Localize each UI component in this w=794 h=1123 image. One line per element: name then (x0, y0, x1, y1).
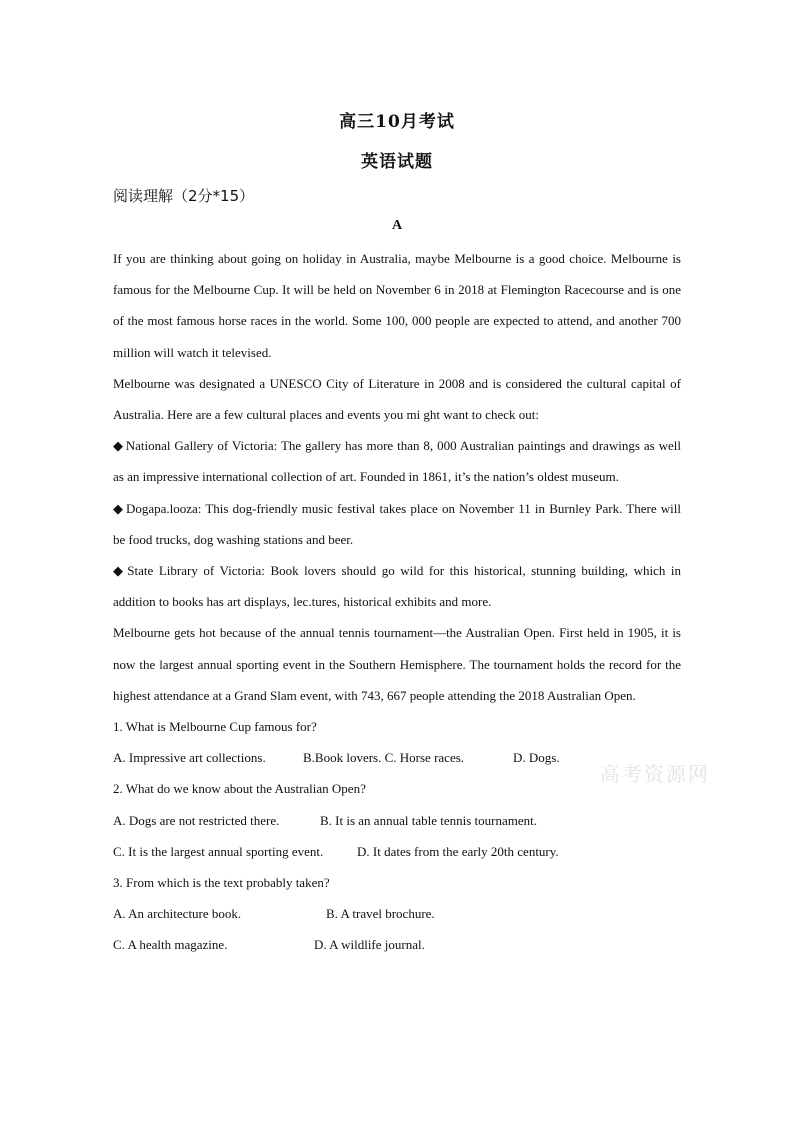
option-d[interactable]: D. A wildlife journal. (314, 937, 425, 953)
question-stem: 2. What do we know about the Australian Open? (113, 781, 366, 797)
option-c[interactable]: C. It is the largest annual sporting event. (113, 843, 324, 859)
watermark: 高考资源网 (600, 762, 710, 786)
diamond-bullet-icon: ◆ (113, 500, 124, 516)
diamond-bullet-icon: ◆ (113, 438, 124, 454)
option-c[interactable]: C. A health magazine. (113, 937, 228, 953)
option-row (113, 805, 681, 836)
option-row (113, 898, 681, 929)
page-title: 高三10月考试 (339, 112, 455, 132)
diamond-bullet-icon: ◆ (113, 563, 126, 579)
bullet-item-festival (113, 493, 681, 555)
bullet-item-gallery (113, 430, 681, 492)
paragraph-1: If you are thinking about going on holiday in Australia, maybe Melbourne is a good choice. Melbourne is famous for the Melbourne Cup. It will be held on November 6 in 2018 at Flemington Racecourse and is one of the most famous horse races in the world. Some 100, 000 people are expected to attend, and another 700 million will watch it televised. (113, 251, 681, 360)
option-b[interactable]: B. It is an annual table tennis tournament. (320, 812, 537, 828)
option-row (113, 929, 681, 960)
option-b[interactable]: B. A travel brochure. (326, 906, 435, 922)
page-subtitle: 英语试题 (361, 152, 433, 172)
option-d[interactable]: D. Dogs. (513, 750, 560, 766)
option-a[interactable]: A. An architecture book. (113, 906, 242, 922)
question-stem: 1. What is Melbourne Cup famous for? (113, 719, 317, 735)
option-b-c[interactable]: B.Book lovers. C. Horse races. (303, 750, 465, 766)
option-row (113, 836, 681, 867)
question-stem: 3. From which is the text probably taken? (113, 875, 330, 891)
question-1 (113, 711, 681, 773)
bullet-text: State Library of Victoria: Book lovers should go wild for this historical, stunning building, which in addition to books has art displays, lec.tures, historical exhibits and more. (113, 563, 681, 610)
passage-body (113, 243, 681, 961)
passage-label: A (391, 218, 403, 233)
question-3 (113, 867, 681, 961)
bullet-item-library (113, 555, 681, 617)
option-d[interactable]: D. It dates from the early 20th century. (357, 843, 559, 859)
option-a[interactable]: A. Dogs are not restricted there. (113, 812, 280, 828)
section-heading: 阅读理解（2分*15） (113, 187, 255, 205)
question-2 (113, 773, 681, 867)
bullet-text: National Gallery of Victoria: The gallery has more than 8, 000 Australian paintings and drawings as well as an impressive international collection of art. Founded in 1861, it’s the nation’s oldest museum. (113, 438, 682, 485)
paragraph-2: Melbourne was designated a UNESCO City of Literature in 2008 and is considered the cultural capital of Australia. Here are a few cultural places and events you mi ght want to check out: (113, 375, 681, 423)
option-a[interactable]: A. Impressive art collections. (113, 750, 266, 766)
paragraph-3: Melbourne gets hot because of the annual tennis tournament—the Australian Open. First held in 1905, it is now the largest annual sporting event in the Southern Hemisphere. The tournament holds the record for the highest attendance at a Grand Slam event, with 743, 667 people attending the 2018 Australian Open. (113, 625, 681, 703)
bullet-text: Dogapa.looza: This dog-friendly music festival takes place on November 11 in Burnley Park. There will be food trucks, dog washing stations and beer. (113, 500, 681, 547)
option-row (113, 742, 681, 773)
